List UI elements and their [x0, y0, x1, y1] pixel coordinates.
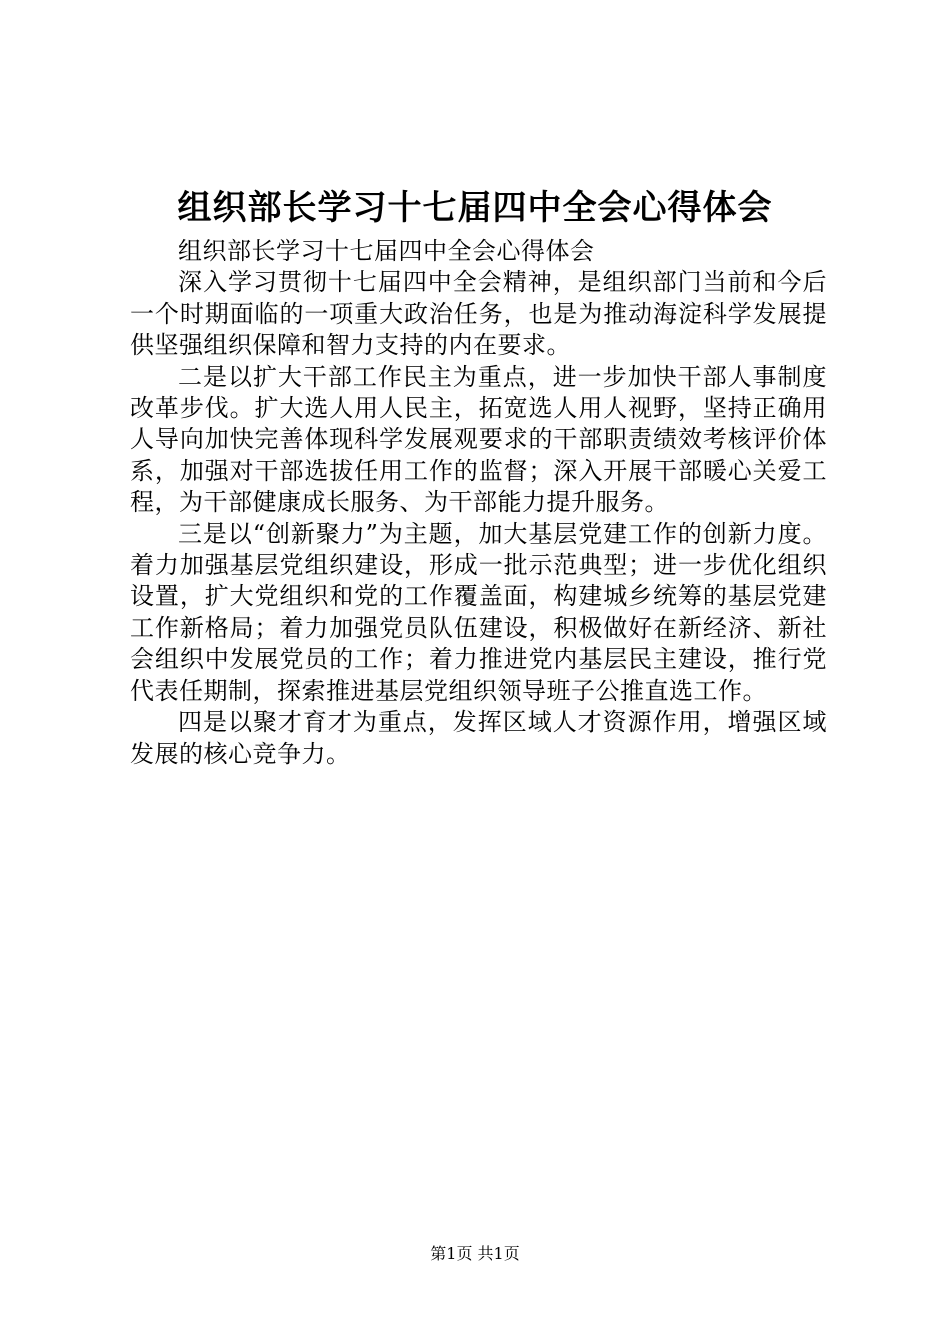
page-footer: 第1页 共1页 [430, 1244, 520, 1263]
paragraph-point-four: 四是以聚才育才为重点，发挥区域人才资源作用，增强区域发展的核心竞争力。 [130, 708, 827, 768]
paragraph-subtitle: 组织部长学习十七届四中全会心得体会 [178, 237, 595, 265]
paragraph-intro: 深入学习贯彻十七届四中全会精神，是组织部门当前和今后一个时期面临的一项重大政治任务，也是为推动海淀科学发展提供坚强组织保障和智力支持的内在要求。 [130, 268, 827, 360]
paragraph-point-two: 二是以扩大干部工作民主为重点，进一步加快干部人事制度改革步伐。扩大选人用人民主，拓宽选人用人视野，坚持正确用人导向加快完善体现科学发展观要求的干部职责绩效考核评价体系，加强对干部选拔任用工作的监督；深入开展干部暖心关爱工程，为干部健康成长服务、为干部能力提升服务。 [130, 362, 827, 517]
document-title: 组织部长学习十七届四中全会心得体会 [177, 188, 773, 228]
paragraph-point-three: 三是以“创新聚力”为主题，加大基层党建工作的创新力度。着力加强基层党组织建设，形成一批示范典型；进一步优化组织设置，扩大党组织和党的工作覆盖面，构建城乡统筹的基层党建工作新格局；着力加强党员队伍建设，积极做好在新经济、新社会组织中发展党员的工作；着力推进党内基层民主建设，推行党代表任期制，探索推进基层党组织领导班子公推直选工作。 [130, 519, 827, 705]
document-body [130, 236, 827, 770]
